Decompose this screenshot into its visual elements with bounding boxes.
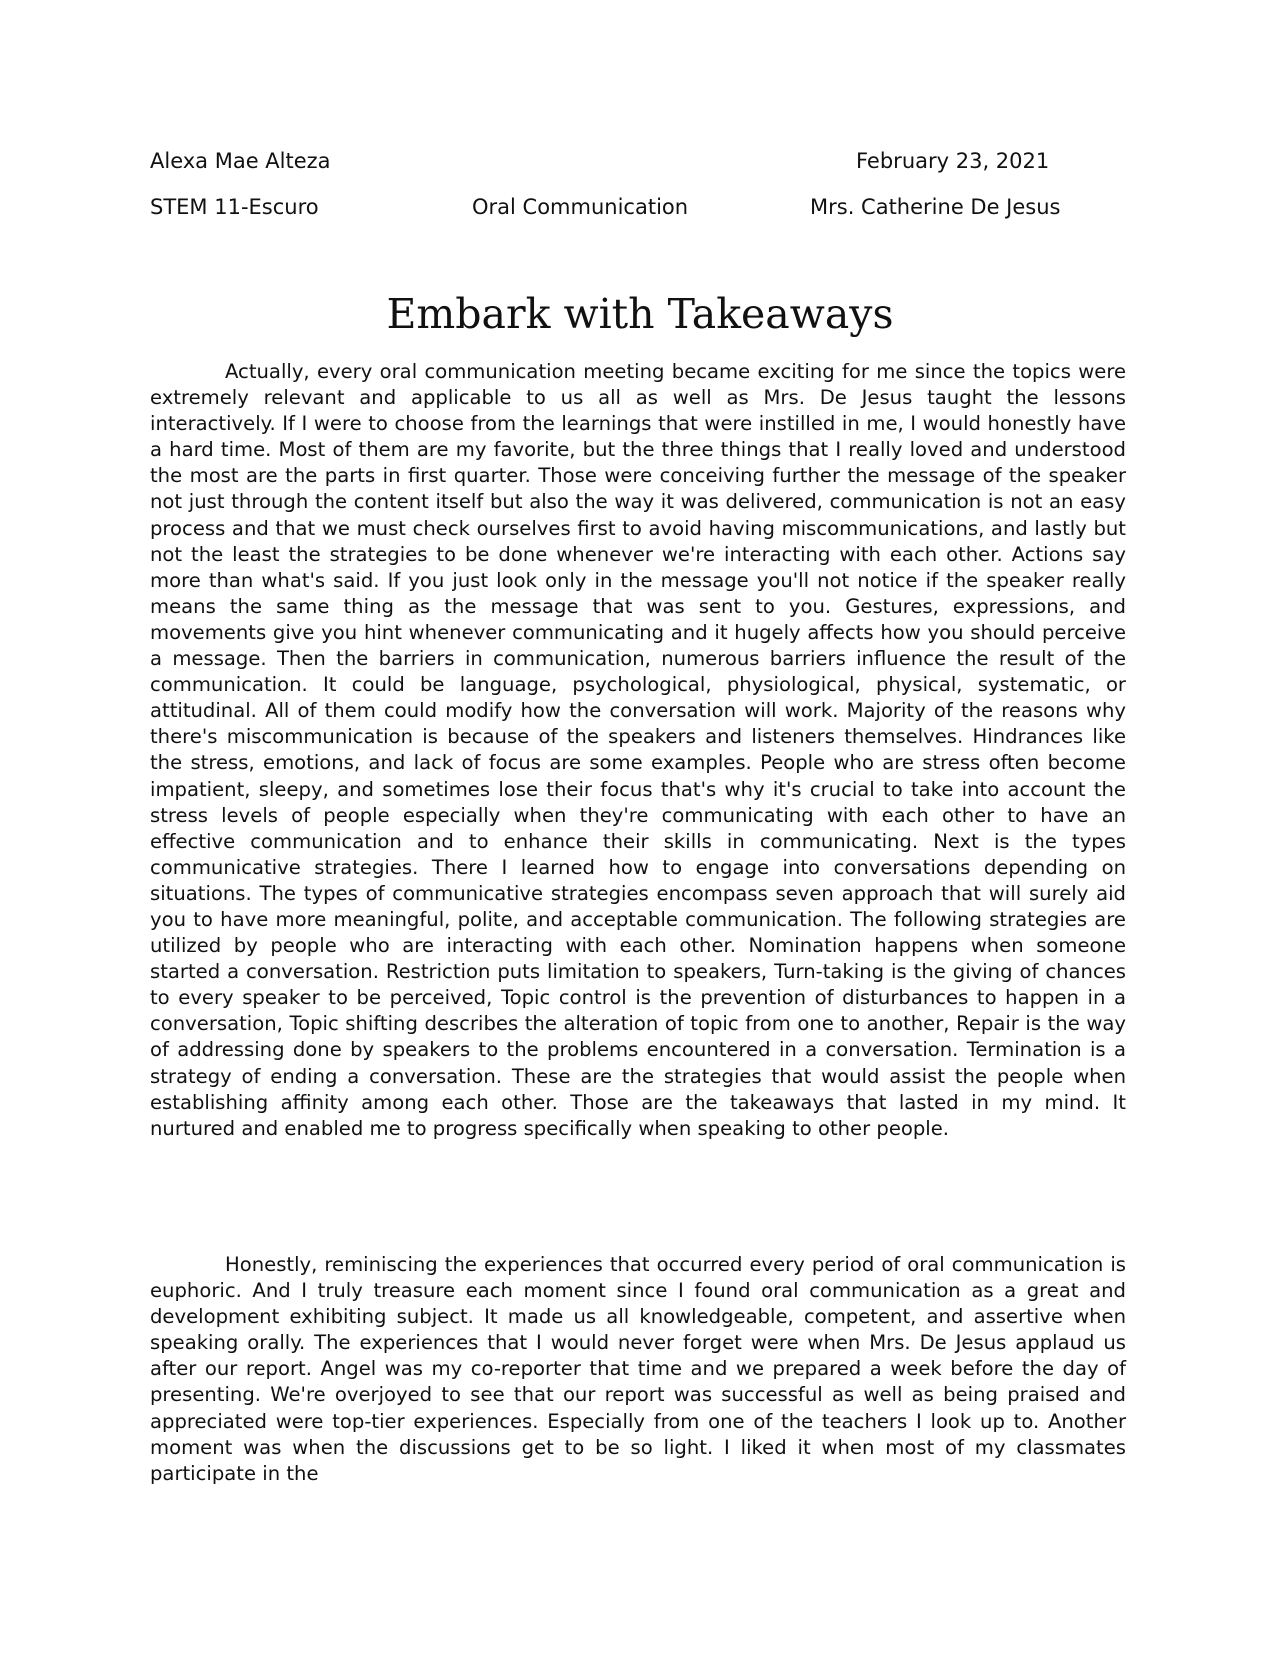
class-section: STEM 11-Escuro — [150, 195, 319, 219]
body-paragraph-2: Honestly, reminiscing the experiences that occurred every period of oral communication is euphoric. And I truly treasure each moment since I found oral communication as a great and development exhibiting subject. It made us all knowledgeable, competent, and assertive when speaking orally. The experiences that I would never forget were when Mrs. De Jesus applaud us after our report. Angel was my co-reporter that time and we prepared a week before the day of presenting. We're overjoyed to see that our report was successful as well as being praised and appreciated were top-tier experiences. Especially from one of the teachers I look up to. Another moment was when the discussions get to be so light. I liked it when most of my classmates participate in the — [150, 1253, 1126, 1485]
subject-name: Oral Communication — [472, 195, 689, 219]
author-name: Alexa Mae Alteza — [150, 149, 331, 173]
body-paragraph-1: Actually, every oral communication meeting became exciting for me since the topics were extremely relevant and applicable to us all as well as Mrs. De Jesus taught the lessons interactively. If I were to choose from the learnings that were instilled in me, I would honestly have a hard time. Most of them are my favorite, but the three things that I really loved and understood the most are the parts in first quarter. Those were conceiving further the message of the speaker not just through the content itself but also the way it was delivered, communication is not an easy process and that we must check ourselves first to avoid having miscommunications, and lastly but not the least the strategies to be done whenever we're interacting with each other. Actions say more than what's said. If you just look only in the message you'll not notice if the speaker really means the same thing as the message that was sent to you. Gestures, expressions, and movements give you hint whenever communicating and it hugely affects how you should perceive a message. Then the barriers in communication, numerous barriers influence the result of the communication. It could be language, psychological, physiological, physical, systematic, or attitudinal. All of them could modify how the conversation will work. Majority of the reasons why there's miscommunication is because of the speakers and listeners themselves. Hindrances like the stress, emotions, and lack of focus are some examples. People who are stress often become impatient, sleepy, and sometimes lose their focus that's why it's crucial to take into account the stress levels of people especially when they're communicating with each other to have an effective communication and to enhance their skills in communicating. Next is the types communicative strategies. There I learned how to engage into conversations depending on situations. The types of communicative strategies encompass seven approach that will surely aid you to have more meaningful, polite, and acceptable communication. The following strategies are utilized by people who are interacting with each other. Nomination happens when someone started a conversation. Restriction puts limitation to speakers, Turn-taking is the giving of chances to every speaker to be perceived, Topic control is the prevention of disturbances to happen in a conversation, Topic shifting describes the alteration of topic from one to another, Repair is the way of addressing done by speakers to the problems encountered in a conversation. Termination is a strategy of ending a conversation. These are the strategies that would assist the people when establishing affinity among each other. Those are the takeaways that lasted in my mind. It nurtured and enabled me to progress specifically when speaking to other people. — [150, 360, 1126, 1140]
document-date: February 23, 2021 — [856, 149, 1050, 173]
teacher-name: Mrs. Catherine De Jesus — [810, 195, 1061, 219]
document-title: Embark with Takeaways — [386, 290, 894, 338]
